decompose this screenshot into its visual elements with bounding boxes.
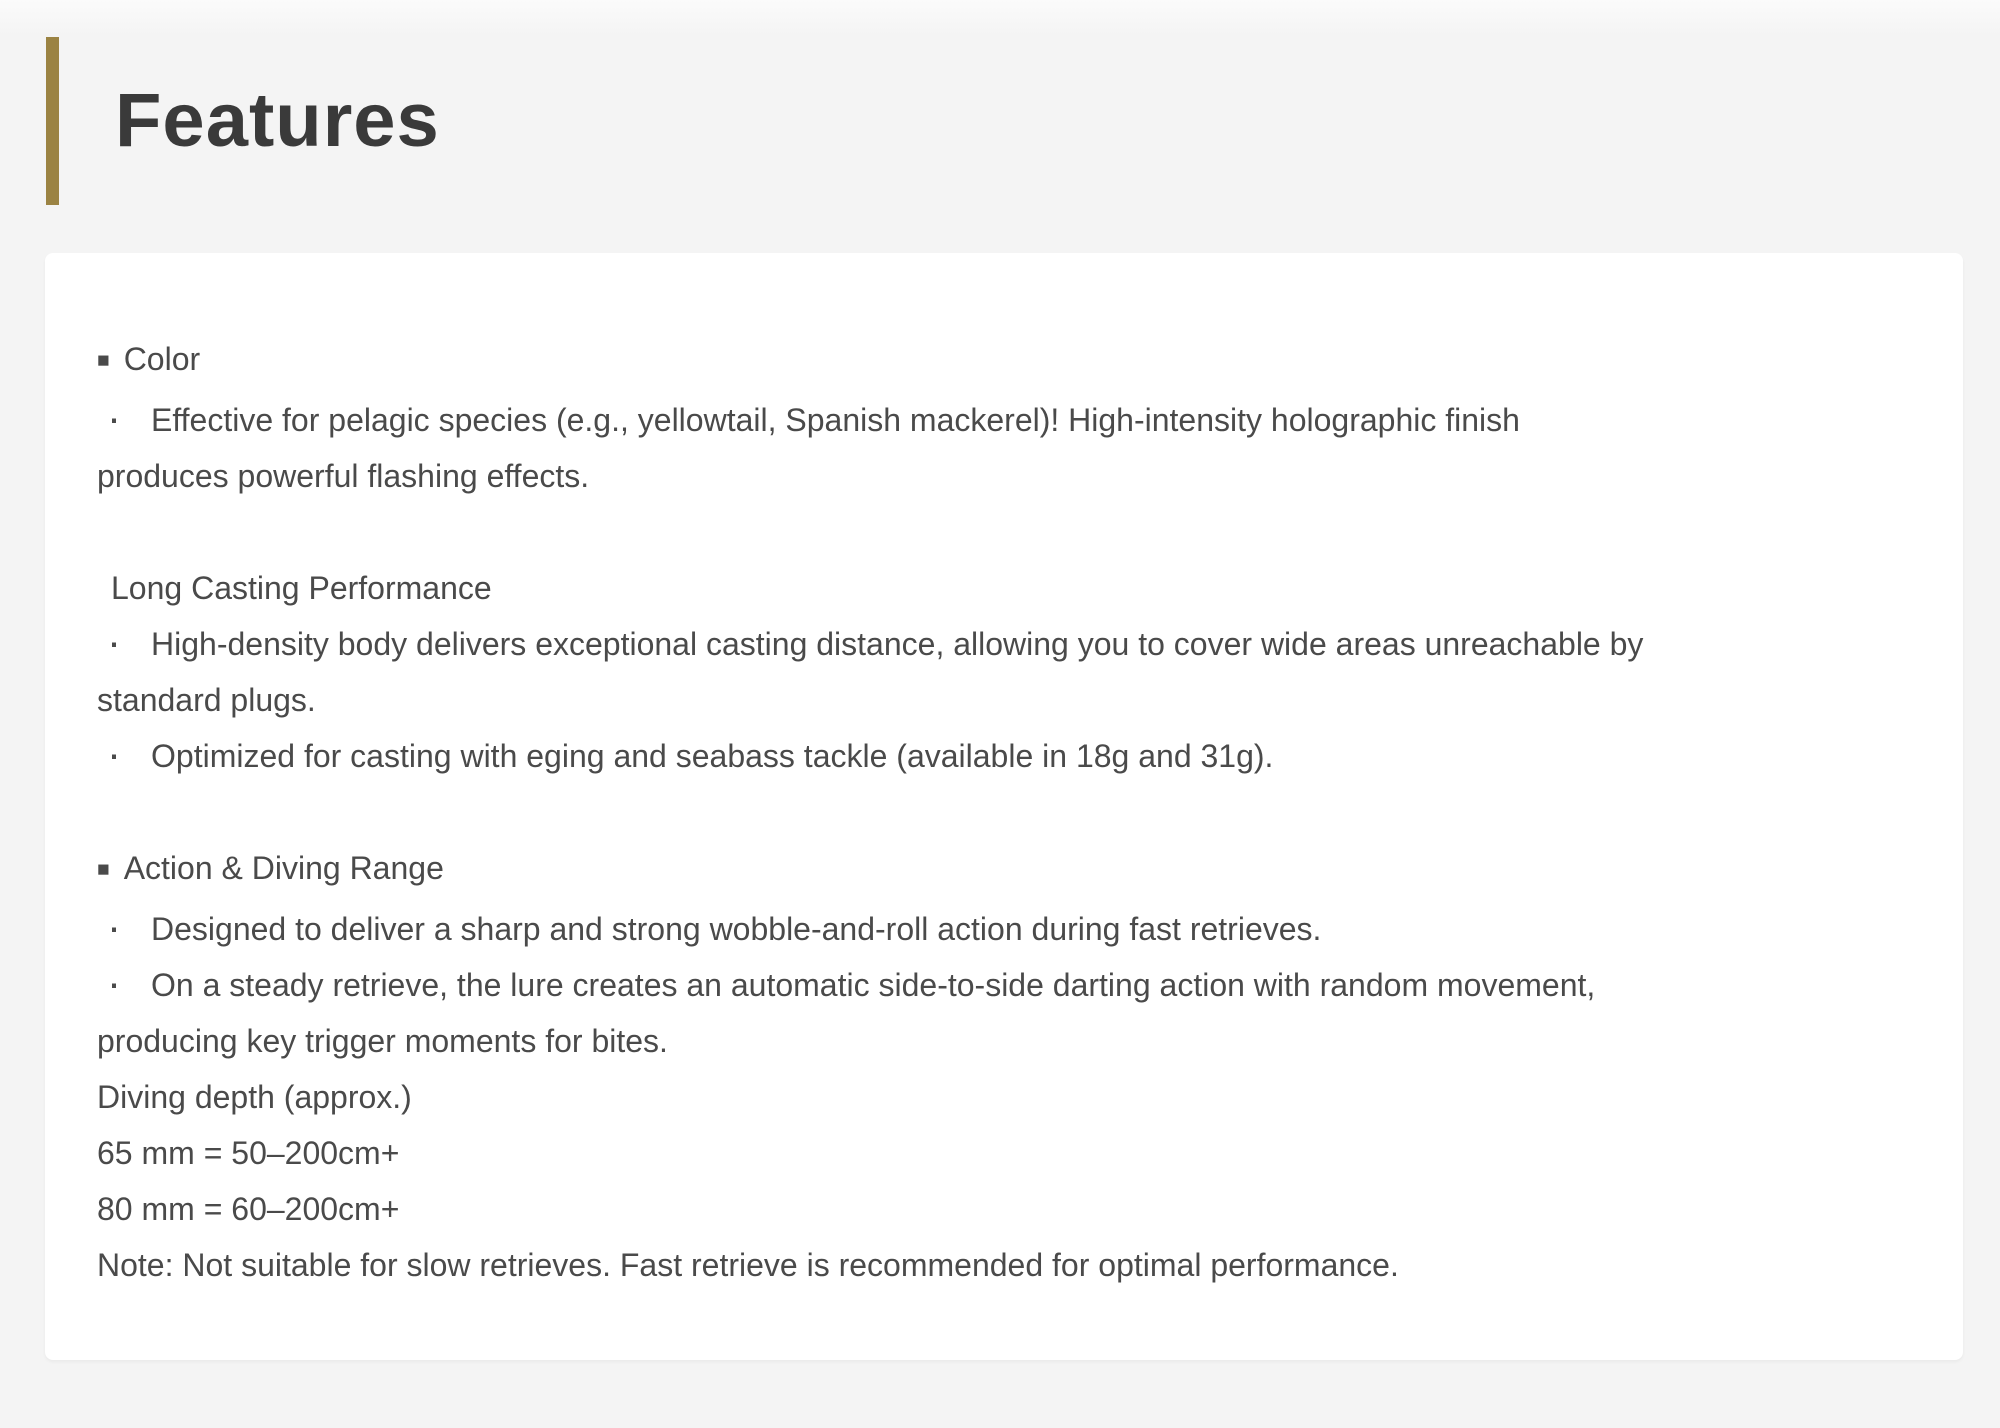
- feature-section-color: [97, 331, 1907, 504]
- feature-line-text: Designed to deliver a sharp and strong wobble-and-roll action during fast retrieves.: [151, 911, 1322, 947]
- feature-section-long-casting: [97, 560, 1907, 784]
- feature-line: [97, 1237, 1907, 1293]
- feature-line: [97, 840, 1907, 901]
- feature-line: [97, 448, 1907, 504]
- feature-line: [97, 1069, 1907, 1125]
- feature-line: · Designed to deliver a sharp and strong wobble-and-roll action during fast retrieves.: [107, 903, 1322, 950]
- feature-line-text: High-density body delivers exceptional casting distance, allowing you to cover wide areas unreachable by: [151, 626, 1644, 662]
- feature-line: [97, 1013, 1907, 1069]
- square-bullet-icon: ■: [97, 349, 110, 372]
- feature-line: · High-density body delivers exceptional casting distance, allowing you to cover wide areas unreachable by: [107, 618, 1644, 665]
- feature-line-text: On a steady retrieve, the lure creates an automatic side-to-side darting action with random movement,: [151, 967, 1596, 1003]
- feature-line-text: producing key trigger moments for bites.: [97, 1023, 668, 1059]
- feature-line: [97, 560, 1907, 616]
- feature-line-text: produces powerful flashing effects.: [97, 458, 590, 494]
- feature-line: · Optimized for casting with eging and seabass tackle (available in 18g and 31g).: [107, 730, 1274, 777]
- feature-line: [97, 1125, 1907, 1181]
- feature-line: · Effective for pelagic species (e.g., yellowtail, Spanish mackerel)! High-intensity holographic finish: [107, 394, 1520, 441]
- feature-section-action-diving: [97, 840, 1907, 1293]
- feature-line-text: 65 mm = 50–200cm+: [97, 1135, 400, 1171]
- accent-bar: [46, 37, 59, 205]
- feature-line-text: Action & Diving Range: [123, 850, 444, 886]
- feature-line-text: Diving depth (approx.): [97, 1079, 412, 1115]
- feature-line: [97, 1181, 1907, 1237]
- feature-line: · On a steady retrieve, the lure creates an automatic side-to-side darting action with random movement,: [107, 959, 1596, 1006]
- feature-line-text: Note: Not suitable for slow retrieves. Fast retrieve is recommended for optimal performance.: [97, 1247, 1399, 1283]
- feature-line-text: Color: [123, 341, 201, 377]
- features-card: [45, 253, 1963, 1360]
- feature-line-text: Optimized for casting with eging and seabass tackle (available in 18g and 31g).: [151, 738, 1274, 774]
- page: [0, 37, 2000, 1428]
- square-bullet-icon: ■: [97, 858, 110, 881]
- feature-line: [97, 672, 1907, 728]
- section-header: [46, 37, 2000, 205]
- feature-line-text: standard plugs.: [97, 682, 316, 718]
- feature-line-text: Long Casting Performance: [111, 570, 492, 606]
- feature-line-text: 80 mm = 60–200cm+: [97, 1191, 400, 1227]
- feature-line: [97, 331, 1907, 392]
- page-title: Features: [115, 78, 440, 163]
- feature-line-text: Effective for pelagic species (e.g., yellowtail, Spanish mackerel)! High-intensity holographic finish: [151, 402, 1520, 438]
